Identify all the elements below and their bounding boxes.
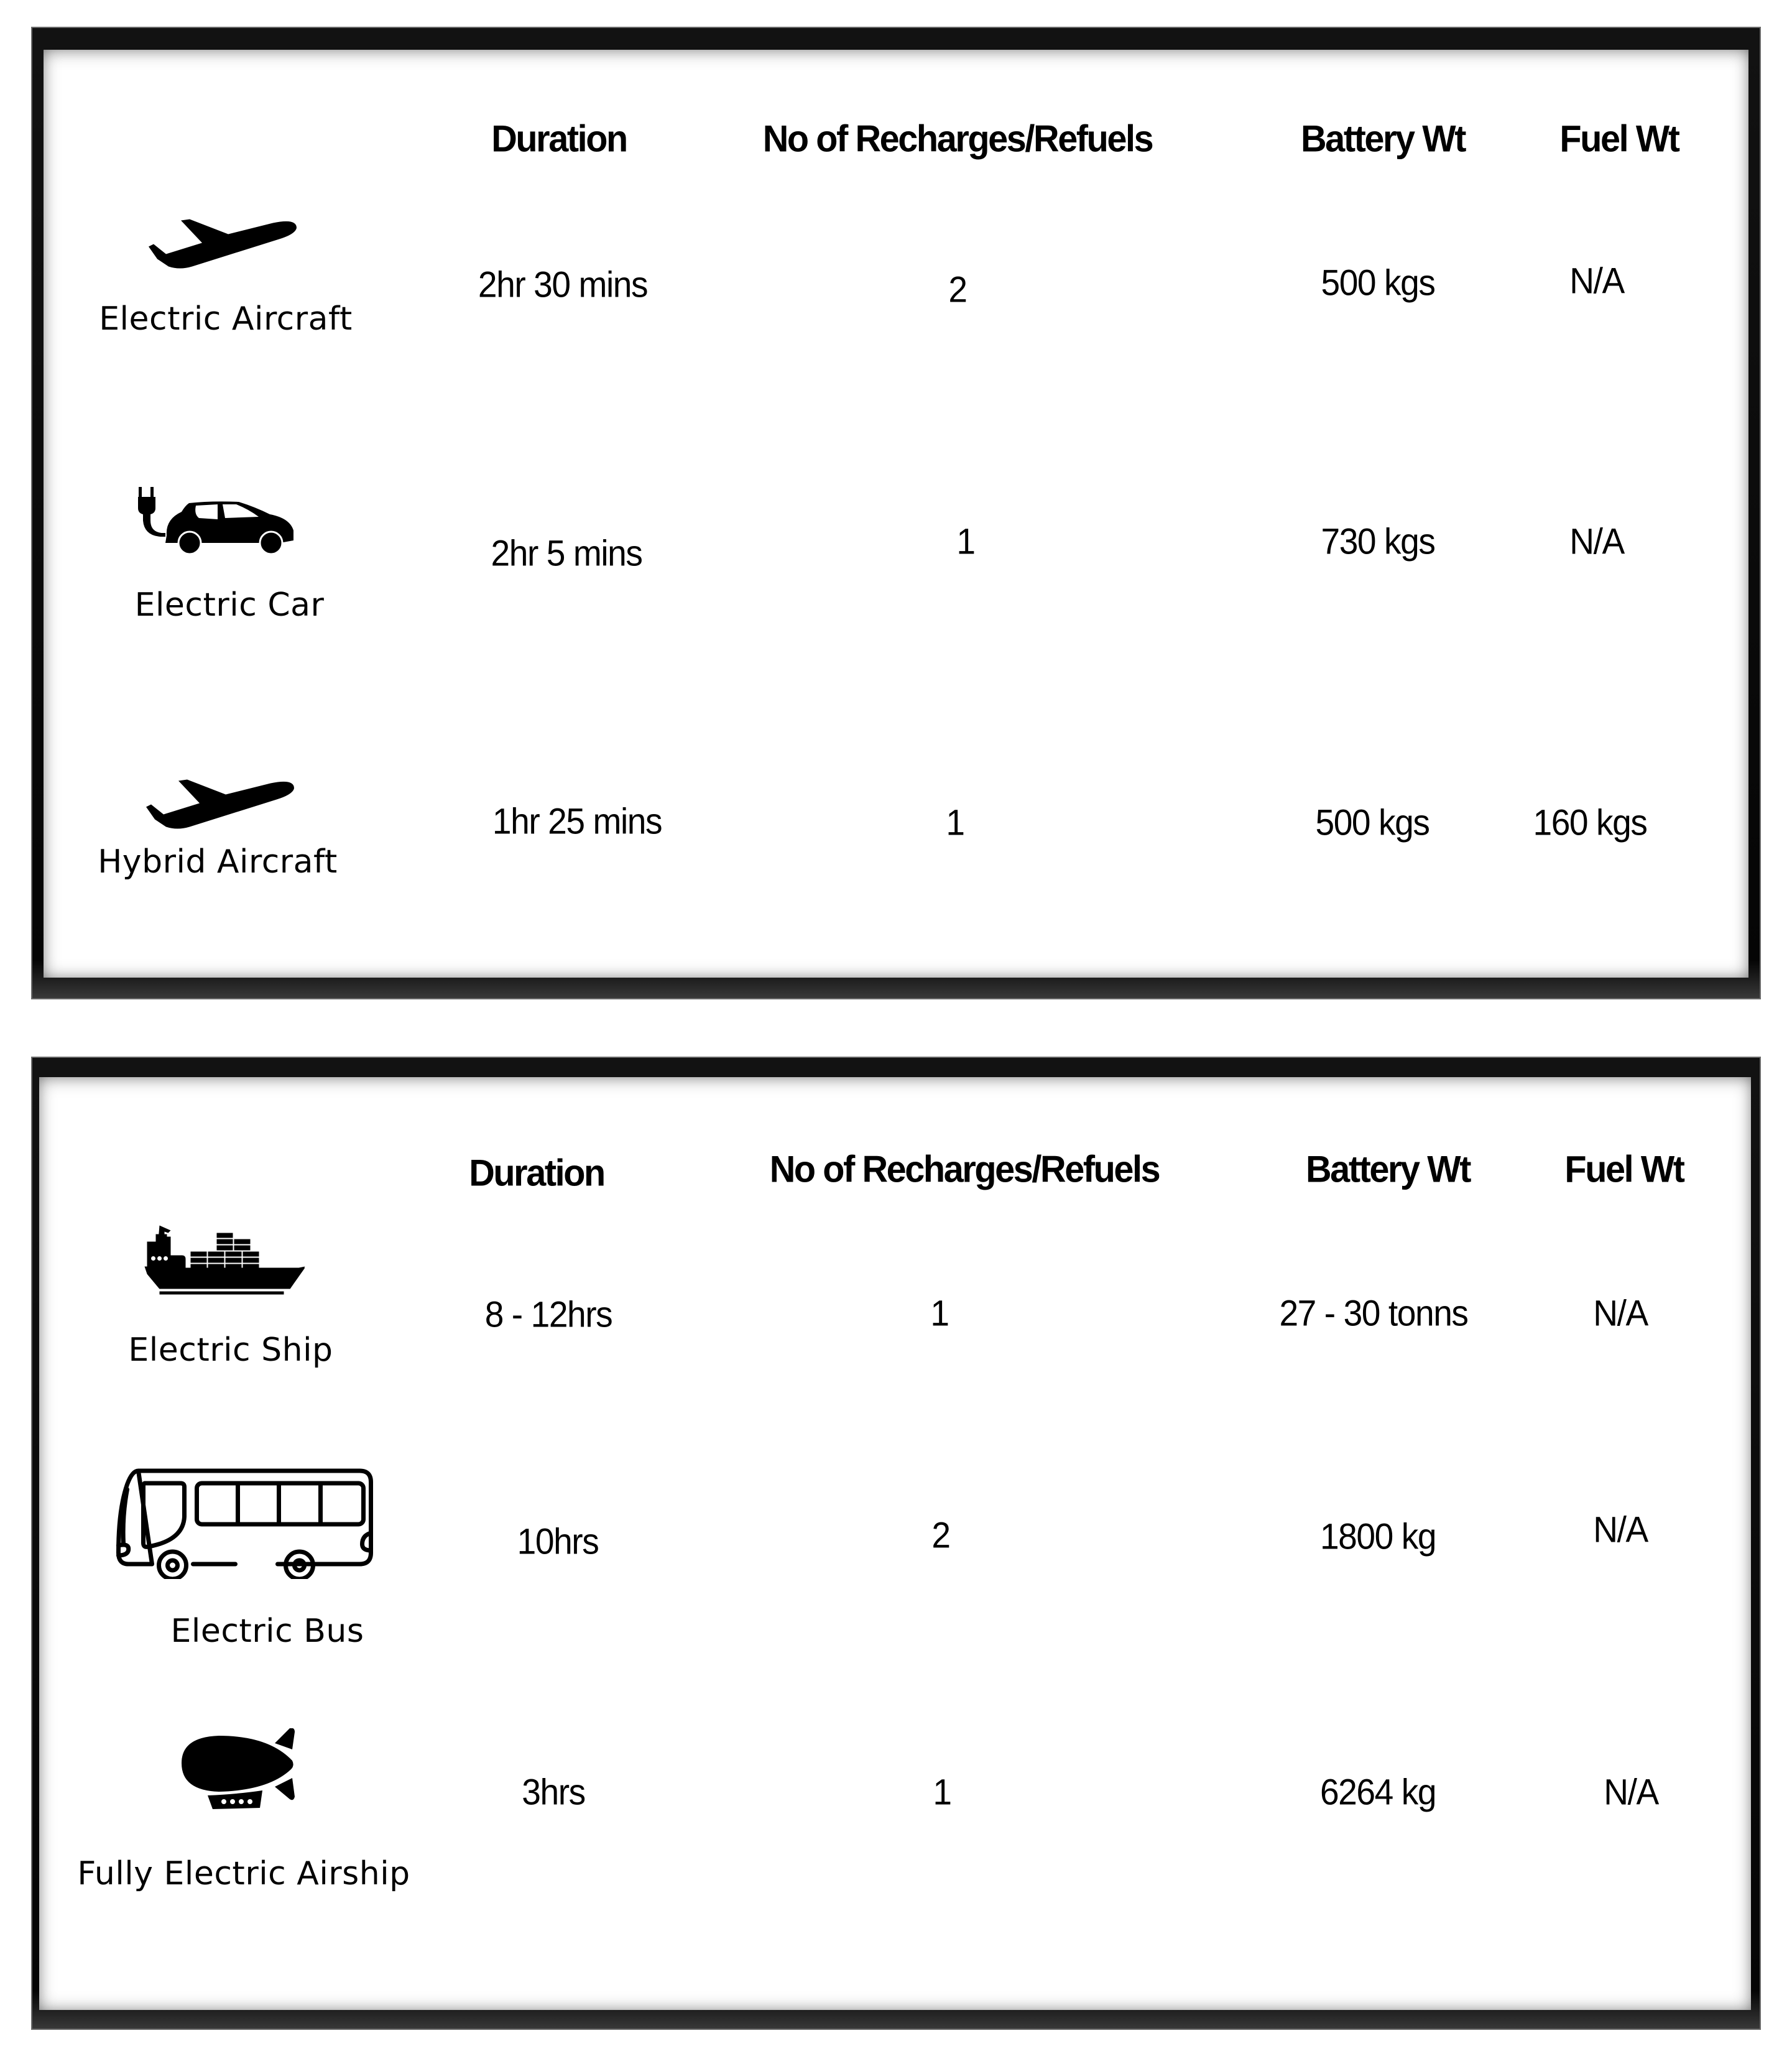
vehicle-label: Electric Car — [134, 586, 325, 624]
header-recharges: No of Recharges/Refuels — [769, 1148, 1160, 1190]
header-duration: Duration — [469, 1152, 604, 1194]
battery-wt-value: 730 kgs — [1321, 521, 1435, 562]
header-fuel-wt: Fuel Wt — [1559, 118, 1679, 160]
header-recharges: No of Recharges/Refuels — [762, 118, 1153, 160]
vehicle-label: Fully Electric Airship — [77, 1855, 410, 1892]
fuel-wt-value: N/A — [1593, 1293, 1648, 1334]
header-fuel-wt: Fuel Wt — [1564, 1148, 1684, 1190]
recharges-value: 2 — [948, 269, 967, 310]
vehicle-label: Electric Bus — [170, 1613, 364, 1650]
battery-wt-value: 500 kgs — [1321, 262, 1435, 303]
airship-icon — [175, 1728, 300, 1815]
duration-value: 8 - 12hrs — [484, 1294, 612, 1335]
recharges-value: 1 — [933, 1772, 951, 1813]
electric-car-icon — [137, 487, 298, 555]
duration-value: 3hrs — [522, 1772, 585, 1813]
fuel-wt-value: N/A — [1569, 261, 1624, 302]
airplane-takeoff-icon — [140, 774, 302, 833]
duration-value: 2hr 5 mins — [491, 533, 642, 574]
header-duration: Duration — [491, 118, 627, 160]
cargo-ship-icon — [144, 1225, 308, 1296]
vehicle-label: Electric Ship — [128, 1331, 333, 1369]
recharges-value: 1 — [930, 1293, 949, 1334]
header-battery-wt: Battery Wt — [1305, 1148, 1471, 1190]
fuel-wt-value: N/A — [1604, 1772, 1658, 1813]
duration-value: 10hrs — [517, 1521, 599, 1562]
recharges-value: 2 — [931, 1515, 950, 1556]
duration-value: 1hr 25 mins — [492, 801, 662, 842]
airplane-takeoff-icon — [142, 213, 304, 272]
battery-wt-value: 500 kgs — [1315, 802, 1429, 843]
vehicle-label: Electric Aircraft — [99, 300, 353, 338]
fuel-wt-value: N/A — [1593, 1509, 1648, 1550]
bus-icon — [114, 1466, 378, 1579]
vehicle-label: Hybrid Aircraft — [98, 843, 338, 881]
recharges-value: 1 — [946, 802, 964, 843]
fuel-wt-value: N/A — [1569, 521, 1624, 562]
recharges-value: 1 — [956, 521, 975, 562]
table-panel-1 — [44, 50, 1748, 978]
fuel-wt-value: 160 kgs — [1533, 802, 1647, 843]
battery-wt-value: 6264 kg — [1319, 1772, 1436, 1813]
duration-value: 2hr 30 mins — [478, 264, 648, 305]
battery-wt-value: 1800 kg — [1319, 1516, 1436, 1557]
header-battery-wt: Battery Wt — [1300, 118, 1466, 160]
battery-wt-value: 27 - 30 tonns — [1279, 1293, 1468, 1334]
